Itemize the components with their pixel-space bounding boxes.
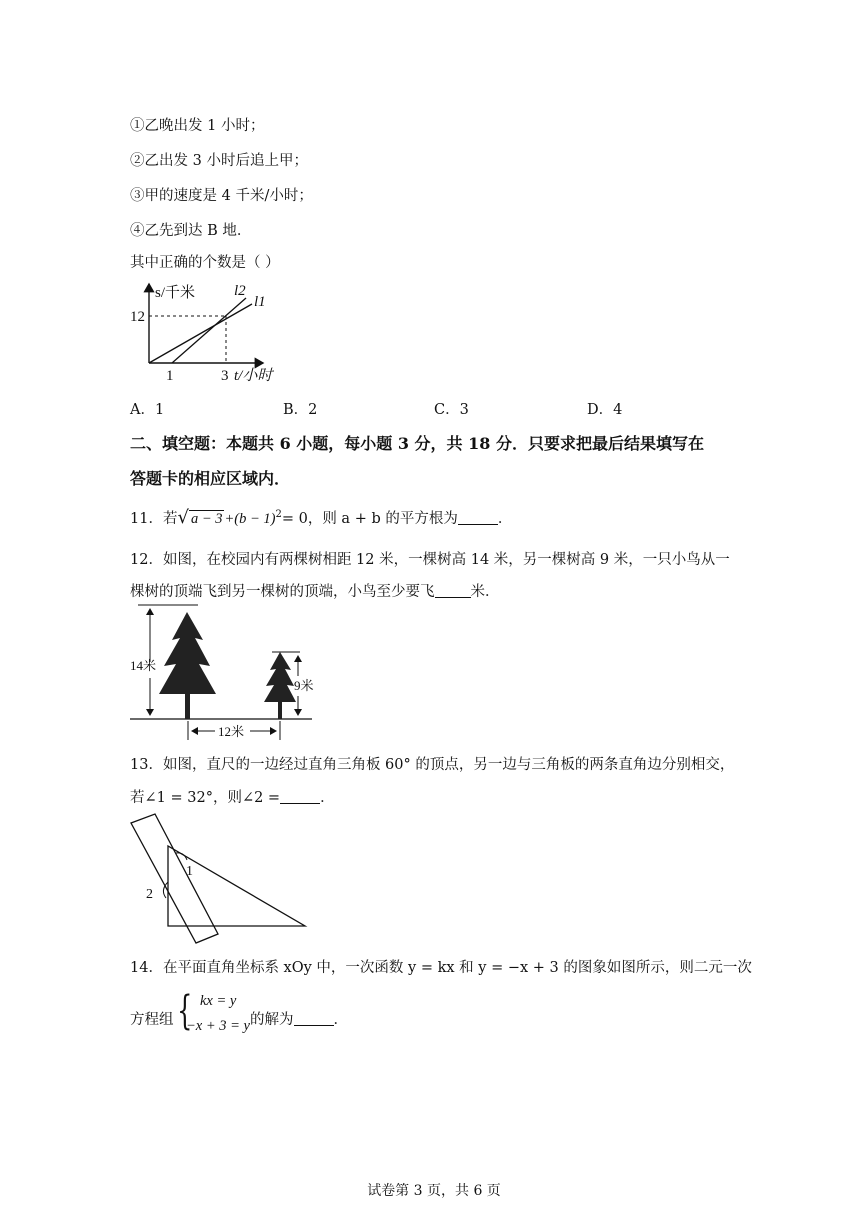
section-2-heading-line-1: 二、填空题：本题共 6 小题，每小题 3 分，共 18 分．只要求把最后结果填写在: [130, 434, 704, 453]
q14-end: ．: [333, 1012, 348, 1028]
q10-statement-2: ②乙出发 3 小时后追上甲；: [130, 153, 308, 169]
q14-prefix: 方程组: [130, 1012, 174, 1028]
angle-2-label: 2: [146, 887, 153, 902]
q10-statement-1: ①乙晚出发 1 小时；: [130, 118, 265, 134]
q14-suffix: [250, 1008, 348, 1029]
ruler: [131, 814, 218, 943]
x-axis-label: t/小时: [234, 368, 273, 384]
q12-line-2-end: 米．: [470, 584, 500, 600]
q11-expr-end: = 0，则 a + b 的平方根为: [281, 511, 458, 527]
page-footer: 试卷第 3 页，共 6 页: [367, 1183, 501, 1199]
q11-sqrt-content: a − 3: [190, 511, 223, 527]
section-2-heading-line-2: 答题卡的相应区域内．: [130, 469, 291, 488]
q14-equation-2: −x + 3 = y: [186, 1018, 250, 1034]
q13-line-1: 13．如图，直尺的一边经过直角三角板 60° 的顶点，另一边与三角板的两条直角边分别相交，: [130, 757, 735, 773]
q10-option-b: B．2: [283, 402, 318, 418]
q11-exponent: 2: [275, 509, 282, 521]
q10-statement-3: ③甲的速度是 4 千米/小时；: [130, 188, 313, 204]
system-brace-icon: {: [177, 988, 193, 1034]
y-tick-12: 12: [130, 309, 145, 325]
q10-option-c: C．3: [434, 402, 469, 418]
short-height-label: 9米: [294, 678, 314, 693]
q12-line-2-text: 棵树的顶端飞到另一棵树的顶端，小鸟至少要飞: [130, 584, 435, 600]
q11-end: ．: [497, 511, 513, 527]
q12-line-1: 12．如图，在校园内有两棵树相距 12 米，一棵树高 14 米，另一棵树高 9 米，一只小鸟从一: [130, 552, 730, 568]
label-l1: l1: [254, 294, 266, 310]
q14-answer-blank[interactable]: [294, 1011, 334, 1026]
q10-prompt: 其中正确的个数是（ ）: [130, 255, 280, 271]
q14-equation-1: kx = y: [200, 993, 237, 1009]
label-l2: l2: [234, 283, 246, 299]
q11-expr-mid: +(b − 1): [224, 511, 276, 527]
tall-height-label: 14米: [130, 658, 157, 673]
q14-suffix-text: 的解为: [250, 1012, 294, 1028]
q10-statement-4: ④乙先到达 B 地．: [130, 223, 252, 239]
x-tick-1: 1: [166, 368, 174, 384]
y-axis-label: s/千米: [155, 285, 196, 301]
sqrt-icon: √: [177, 507, 189, 528]
x-tick-3: 3: [221, 368, 229, 384]
q14-line-1: 14．在平面直角坐标系 xOy 中，一次函数 y = kx 和 y = −x + 3 的图象如图所示，则二元一次: [130, 960, 752, 976]
q11-number: 11．若: [130, 511, 178, 527]
q10-option-a: A．1: [130, 402, 165, 418]
angle-1-label: 1: [186, 864, 193, 879]
q10-option-d: D．4: [587, 402, 623, 418]
q13-line-2-end: ．: [320, 790, 335, 806]
distance-label: 12米: [218, 724, 245, 739]
q13-line-2-text: 若∠1 = 32°，则∠2 =: [130, 790, 281, 806]
triangle: [168, 846, 305, 926]
